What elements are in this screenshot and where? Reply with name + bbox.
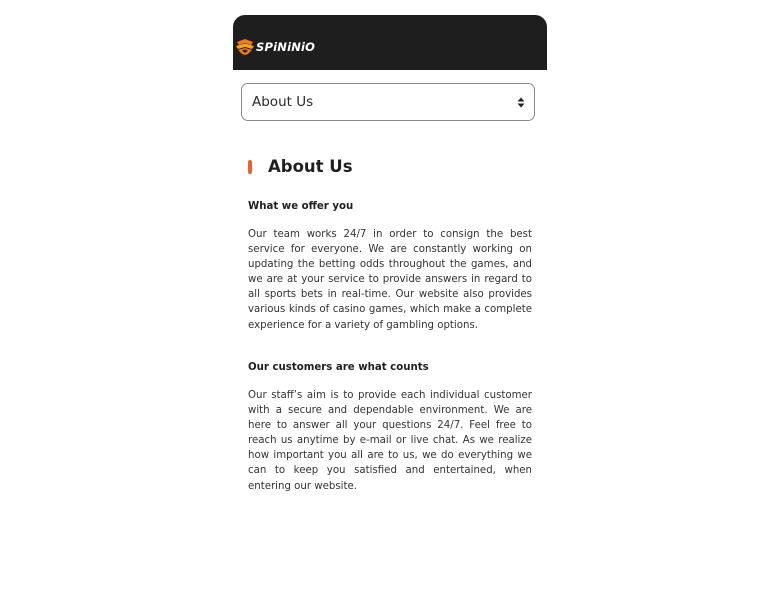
section-heading-customers: Our customers are what counts — [248, 362, 429, 373]
page-select[interactable] — [241, 83, 535, 121]
brand-logo[interactable] — [235, 38, 315, 56]
section-body-customers: Our staff’s aim is to provide each individual customer with a secure and dependable environment. We are here to answer all your questions 24/7. Feel free to reach us anytime by e-mail or live chat. As we realize how important you all are to us, we do everything we can to keep you satisfied and entertained, when entering our website. — [248, 390, 532, 492]
sort-arrows-icon — [517, 97, 525, 108]
section-heading-offer: What we offer you — [248, 201, 354, 212]
page-select-value: About Us — [252, 94, 314, 110]
heading-accent-bar — [248, 160, 252, 174]
page-title: About Us — [268, 157, 353, 176]
brand-name: SPiNiNiO — [256, 40, 316, 54]
mobile-page — [233, 15, 547, 600]
spininio-logo-icon — [235, 38, 255, 56]
section-body-offer: Our team works 24/7 in order to consign the best service for everyone. We are constantly working on updating the betting odds throughout the games, and we are at your service to provide answers in regard to all sports bets in real-time. Our website also provides various kinds of casino games, which make a complete experience for a variety of gambling options. — [248, 229, 532, 331]
page-heading — [248, 157, 353, 177]
site-header — [233, 15, 547, 70]
